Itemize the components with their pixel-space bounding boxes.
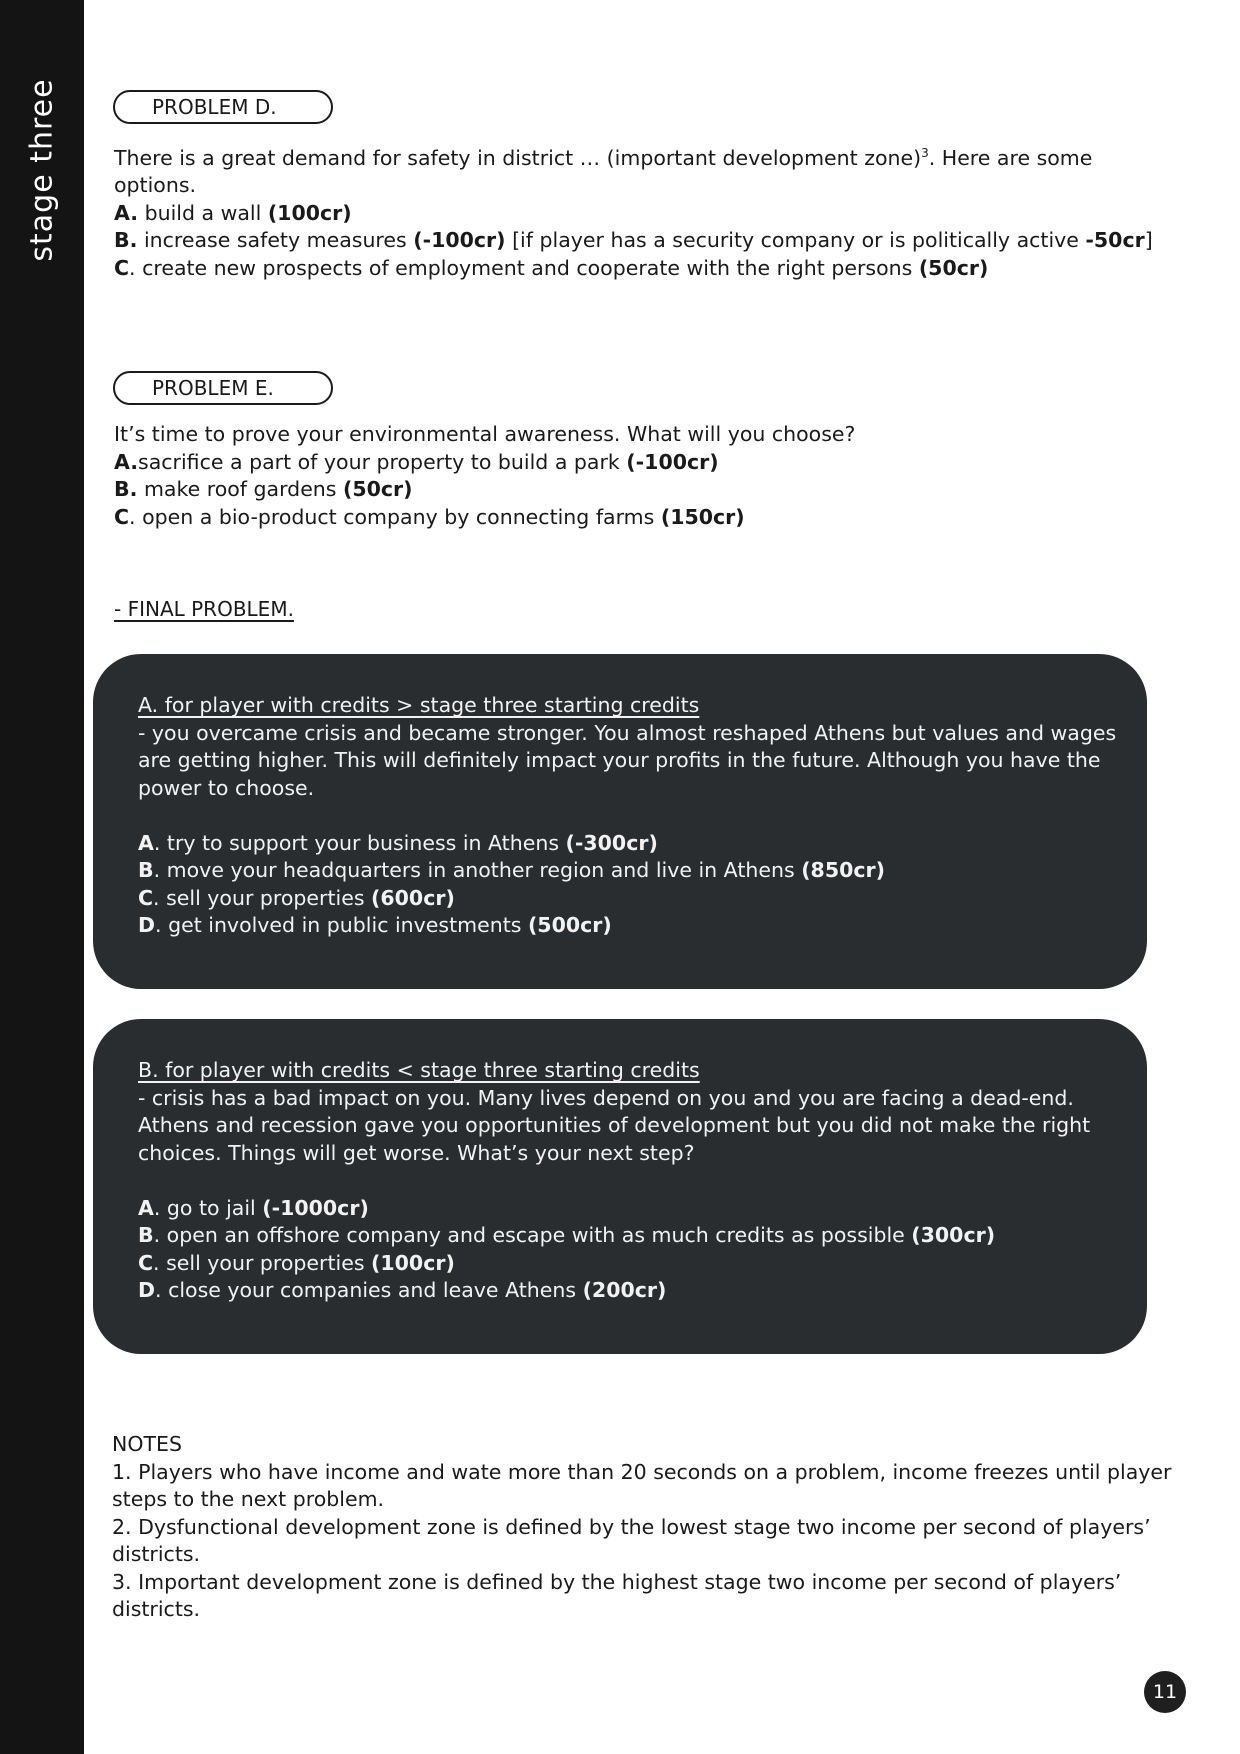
problem-e-tag: PROBLEM E. bbox=[113, 371, 333, 405]
final-box-b-option-b: B. open an offshore company and escape with as much credits as possible (300cr) bbox=[138, 1223, 996, 1247]
problem-d-intro: There is a great demand for safety in district … (important development zone)$^3$. Here are some options. bbox=[114, 145, 1093, 198]
final-box-a bbox=[93, 654, 1147, 989]
problem-e-intro: It’s time to prove your environmental awareness. What will you choose? bbox=[114, 422, 856, 446]
sidebar bbox=[0, 0, 84, 1754]
page-number: 11 bbox=[1144, 1671, 1186, 1713]
final-box-b bbox=[93, 1019, 1147, 1354]
note-item: 3. Important development zone is defined by the highest stage two income per second of players’ districts. bbox=[112, 1569, 1122, 1621]
final-box-b-option-a: A. go to jail (-1000cr) bbox=[138, 1195, 369, 1220]
final-box-b-option-d: D. close your companies and leave Athens (200cr) bbox=[138, 1278, 667, 1302]
note-item: 2. Dysfunctional development zone is defined by the lowest stage two income per second of players’ districts. bbox=[112, 1514, 1151, 1566]
problem-e-option-b: B. make roof gardens (50cr) bbox=[114, 477, 413, 501]
problem-e-option-c: C. open a bio-product company by connecting farms (150cr) bbox=[114, 504, 745, 529]
problem-d-tag: PROBLEM D. bbox=[113, 90, 333, 124]
sidebar-stage-label: stage three bbox=[24, 78, 60, 262]
final-box-b-body: - crisis has a bad impact on you. Many lives depend on you and you are facing a dead-end. Athens and recession gave you opportunities of development but you did not make the right choices. Things will get worse. What’s your next step? bbox=[138, 1085, 1091, 1165]
problem-d-option-b: B. increase safety measures (-100cr) [if player has a security company or is politically active -50cr] bbox=[114, 228, 1153, 253]
final-box-b-subhead: B. for player with credits < stage three starting credits bbox=[138, 1058, 700, 1082]
final-box-a-subhead: A. for player with credits > stage three starting credits bbox=[138, 693, 700, 717]
final-problem-heading: - FINAL PROBLEM. bbox=[114, 597, 294, 621]
final-box-a-option-b: B. move your headquarters in another region and live in Athens (850cr) bbox=[138, 858, 885, 882]
problem-d-option-a: A. build a wall (100cr) bbox=[114, 200, 352, 225]
notes-heading: NOTES bbox=[112, 1432, 182, 1456]
note-item: 1. Players who have income and wate more than 20 seconds on a problem, income freezes until player steps to the next problem. bbox=[112, 1459, 1172, 1511]
problem-d-body bbox=[114, 140, 1174, 282]
final-box-a-option-d: D. get involved in public investments (500cr) bbox=[138, 913, 612, 937]
problem-e-body bbox=[114, 421, 1174, 531]
final-box-b-option-c: C. sell your properties (100cr) bbox=[138, 1250, 455, 1275]
notes-section bbox=[112, 1431, 1192, 1624]
final-box-a-body: - you overcame crisis and became stronger. You almost reshaped Athens but values and wages are getting higher. This will definitely impact your profits in the future. Although you have the power to choose. bbox=[138, 720, 1117, 800]
final-box-a-option-c: C. sell your properties (600cr) bbox=[138, 885, 455, 910]
problem-d-option-c: C. create new prospects of employment and cooperate with the right persons (50cr) bbox=[114, 255, 989, 280]
final-box-a-option-a: A. try to support your business in Athens (-300cr) bbox=[138, 830, 658, 855]
problem-e-option-a: A.sacrifice a part of your property to build a park (-100cr) bbox=[114, 449, 719, 474]
